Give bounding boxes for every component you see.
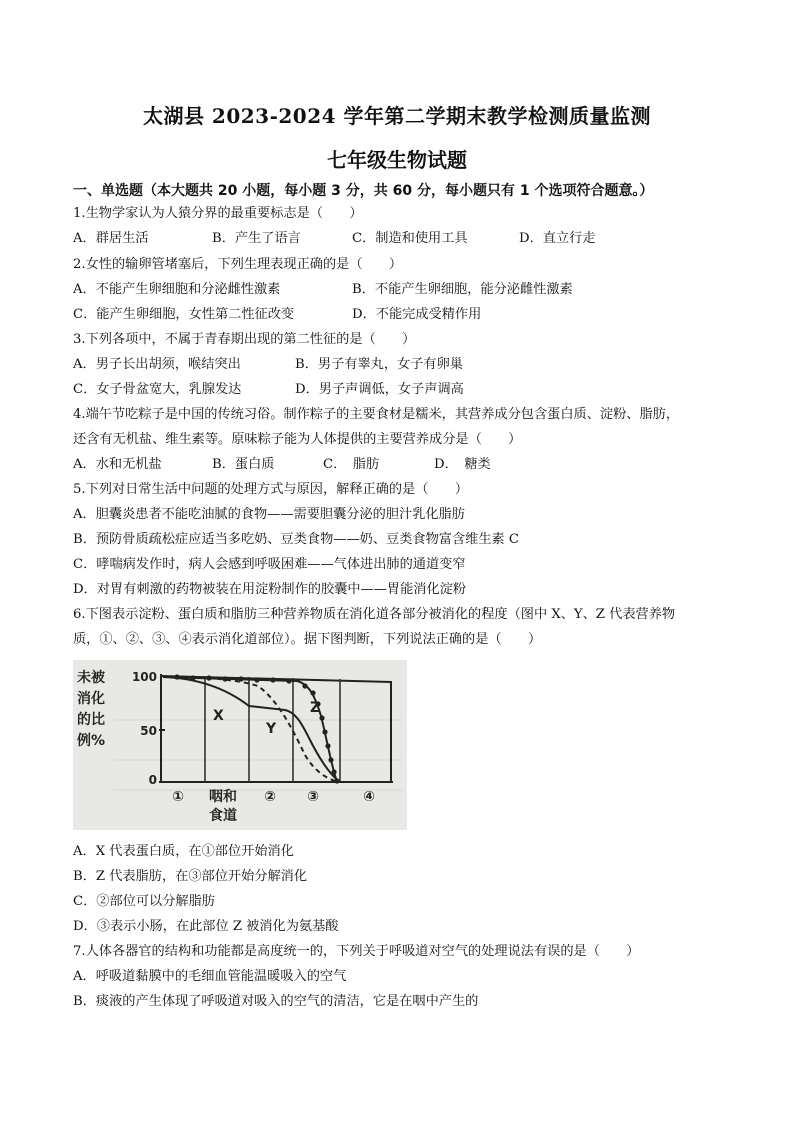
question-6-option-d: D．③表示小肠，在此部位 Z 被消化为氨基酸 (73, 919, 339, 934)
x-label-part-2: ② (264, 789, 276, 805)
x-label-esophagus: 食道 (209, 808, 237, 824)
question-5-stem: 5.下列对日常生活中问题的处理方式与原因，解释正确的是（ ） (73, 482, 469, 497)
digestion-graph (73, 660, 407, 830)
x-label-part-4: ④ (363, 789, 375, 805)
question-2-stem: 2.女性的输卵管堵塞后，下列生理表现正确的是（ ） (73, 257, 403, 272)
curve-label-y: Y (266, 721, 277, 737)
curve-label-x: X (213, 708, 224, 724)
question-6-option-b: B．Z 代表脂肪，在③部位开始分解消化 (73, 869, 308, 884)
option-d: D．男子声调低，女子声调高 (295, 382, 464, 397)
y-label-line-1: 未被 (77, 670, 105, 686)
curve-label-z: Z (310, 700, 321, 716)
question-5-option-c: C．哮喘病发作时，病人会感到呼吸困难——气体进出肺的通道变窄 (73, 557, 466, 572)
option-d: D．直立行走 (519, 231, 596, 246)
question-4-stem-line2: 还含有无机盐、维生素等。原味粽子能为人体提供的主要营养成分是（ ） (73, 432, 522, 447)
option-a: A．不能产生卵细胞和分泌雌性激素 (73, 282, 281, 297)
question-1-stem: 1.生物学家认为人猿分界的最重要标志是（ ） (73, 206, 363, 221)
question-6-stem-line2: 质，①、②、③、④表示消化道部位）。据下图判断，下列说法正确的是（ ） (73, 632, 542, 647)
question-5-option-d: D．对胃有刺激的药物被装在用淀粉制作的胶囊中——胃能消化淀粉 (73, 582, 467, 597)
option-a: A．男子长出胡须，喉结突出 (73, 357, 241, 372)
exam-title: 太湖县 2023-2024 学年第二学期末教学检测质量监测 (142, 104, 652, 128)
option-c: C．制造和使用工具 (352, 231, 468, 246)
option-c: C．能产生卵细胞，女性第二性征改变 (73, 307, 295, 322)
option-b: B．产生了语言 (212, 231, 301, 246)
exam-subtitle: 七年级生物试题 (327, 148, 467, 172)
option-b: B．蛋白质 (212, 457, 275, 472)
y-label-line-3: 的比 (77, 712, 105, 728)
option-b: B．不能产生卵细胞，能分泌雌性激素 (352, 282, 573, 297)
x-label-part-1: ① (172, 789, 184, 805)
x-label-part-3: ③ (307, 789, 319, 805)
question-4-stem-line1: 4.端午节吃粽子是中国的传统习俗。制作粽子的主要食材是糯米，其营养成分包含蛋白质、淀粉、脂肪， (73, 407, 680, 422)
y-label-line-2: 消化 (77, 691, 105, 707)
y-tick-50: 50 (140, 724, 157, 738)
question-3-stem: 3.下列各项中，不属于青春期出现的第二性征的是（ ） (73, 332, 416, 347)
x-label-pharynx: 咽和 (209, 789, 237, 805)
question-7-stem: 7.人体各器官的结构和功能都是高度统一的，下列关于呼吸道对空气的处理说法有误的是（ ） (73, 944, 640, 959)
option-b: B．男子有睾丸，女子有卵巢 (295, 357, 463, 372)
question-5-option-b: B．预防骨质疏松症应适当多吃奶、豆类食物——奶、豆类食物富含维生素 C (73, 532, 519, 547)
question-6-option-a: A．X 代表蛋白质，在①部位开始消化 (73, 844, 294, 859)
option-a: A．水和无机盐 (73, 457, 162, 472)
y-tick-0: 0 (148, 773, 157, 787)
question-7-option-b: B．痰液的产生体现了呼吸道对吸入的空气的清洁，它是在咽中产生的 (73, 994, 479, 1009)
section-heading: 一、单选题（本大题共 20 小题，每小题 3 分，共 60 分，每小题只有 1 个选项符合题意。） (73, 183, 654, 199)
y-tick-100: 100 (131, 670, 157, 684)
option-c: C． 脂肪 (323, 457, 380, 472)
question-7-option-a: A．呼吸道黏膜中的毛细血管能温暖吸入的空气 (73, 969, 347, 984)
digestion-graph-figure (73, 660, 407, 830)
option-a: A．群居生活 (73, 231, 149, 246)
y-label-line-4: 例% (77, 733, 106, 749)
question-6-option-c: C．②部位可以分解脂肪 (73, 894, 215, 909)
option-c: C．女子骨盆宽大，乳腺发达 (73, 382, 242, 397)
question-6-stem-line1: 6.下图表示淀粉、蛋白质和脂肪三种营养物质在消化道各部分被消化的程度（图中 X、Y、Z 代表营养物 (73, 607, 676, 622)
option-d: D． 糖类 (434, 457, 491, 472)
question-5-option-a: A．胆囊炎患者不能吃油腻的食物——需要胆囊分泌的胆汁乳化脂肪 (73, 507, 465, 522)
option-d: D．不能完成受精作用 (352, 307, 482, 322)
